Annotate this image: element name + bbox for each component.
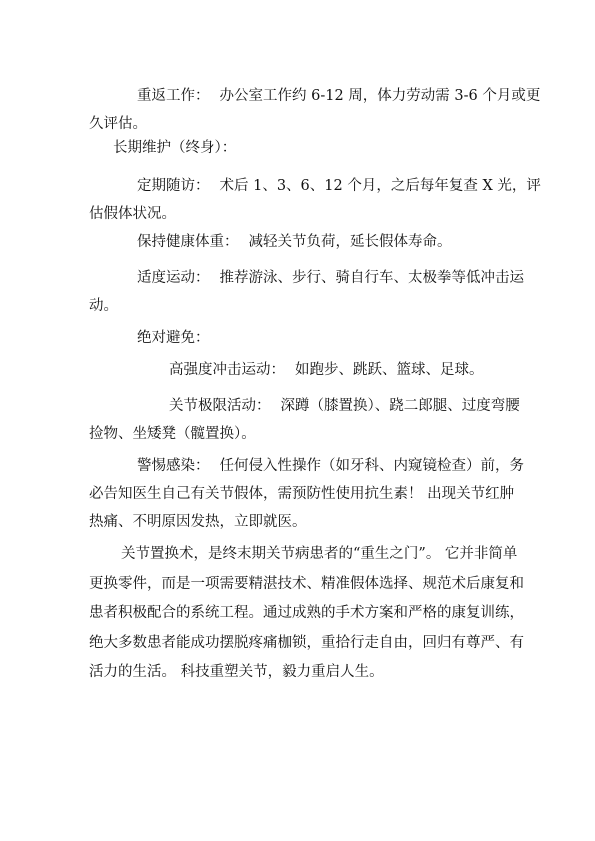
high-impact-line-1 (89, 356, 507, 384)
exercise-text-2: 动。 (89, 298, 118, 314)
long-term-title-text: 长期维护（终身）： (113, 140, 237, 156)
infection-paragraph (89, 452, 524, 536)
followup-label: 定期随访： (137, 178, 210, 194)
avoid-title-text: 绝对避免： (137, 330, 210, 346)
infection-text-1: 任何侵入性操作（如牙科、内窥镜检查）前，务 (219, 458, 524, 474)
return-to-work-label: 重返工作： (137, 88, 210, 104)
followup-line-1 (89, 172, 541, 200)
avoid-title (89, 324, 507, 352)
exercise-paragraph (89, 264, 524, 320)
high-impact-text-1: 如跑步、跳跃、篮球、足球。 (295, 362, 484, 378)
conclusion-text-1: 关节置换术，是终末期关节病患者的“重生之门”。 它并非简单 (121, 546, 518, 562)
infection-label: 警惕感染： (137, 458, 210, 474)
high-impact-paragraph (89, 356, 507, 384)
infection-line-1 (89, 452, 524, 480)
followup-text-2: 估假体状况。 (89, 206, 176, 222)
weight-line-1 (89, 228, 507, 256)
high-impact-label: 高强度冲击运动： (169, 362, 285, 378)
weight-text-1: 减轻关节负荷，延长假体寿命。 (248, 234, 452, 250)
joint-limit-paragraph (89, 392, 520, 448)
conclusion-text-4: 绝大多数患者能成功摆脱疼痛枷锁，重拾行走自由，回归有尊严、有 (89, 634, 524, 651)
long-term-title (89, 134, 507, 162)
weight-label: 保持健康体重： (137, 234, 239, 250)
infection-text-2: 必告知医生自己有关节假体，需预防性使用抗生素！ 出现关节红肿 (89, 486, 515, 502)
conclusion-text-2: 更换零件，而是一项需要精湛技术、精准假体选择、规范术后康复和 (89, 575, 524, 592)
conclusion-paragraph (89, 540, 524, 688)
exercise-line-1 (89, 264, 524, 292)
weight-paragraph (89, 228, 507, 256)
conclusion-text-3: 患者积极配合的系统工程。通过成熟的手术方案和严格的康复训练， (89, 605, 524, 621)
exercise-text-1: 推荐游泳、步行、骑自行车、太极拳等低冲击运 (219, 270, 524, 286)
followup-paragraph (89, 172, 541, 228)
return-to-work-line-1 (89, 82, 541, 110)
exercise-label: 适度运动： (137, 270, 210, 286)
joint-limit-line-1 (89, 392, 520, 420)
followup-text-1: 术后 1、3、6、12 个月，之后每年复查 X 光，评 (219, 178, 541, 194)
return-to-work-paragraph (89, 82, 541, 138)
return-to-work-text-1: 办公室工作约 6-12 周，体力劳动需 3-6 个月或更 (219, 88, 541, 104)
joint-limit-text-1: 深蹲（膝置换）、跷二郎腿、过度弯腰 (280, 398, 520, 414)
conclusion-text-5: 活力的生活。 科技重塑关节，毅力重启人生。 (89, 664, 384, 680)
joint-limit-label: 关节极限活动： (169, 398, 271, 414)
return-to-work-text-2: 久评估。 (89, 116, 147, 132)
infection-text-3: 热痛、不明原因发热，立即就医。 (89, 514, 307, 530)
joint-limit-text-2: 捡物、坐矮凳（髋置换）。 (89, 426, 256, 442)
